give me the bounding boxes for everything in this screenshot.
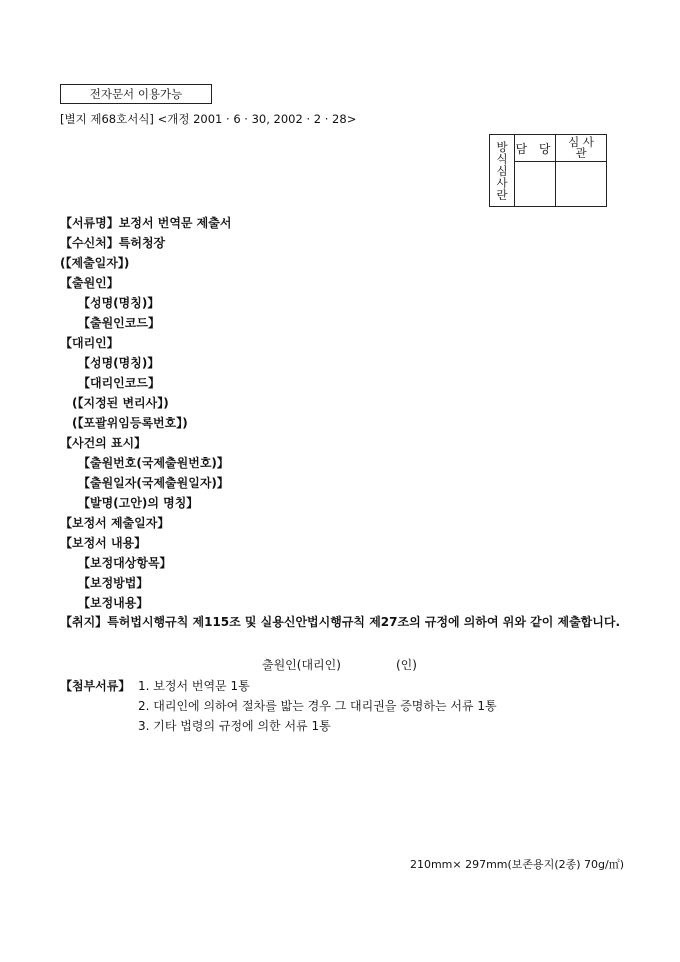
- review-box: [489, 134, 607, 207]
- review-side-char: 란: [496, 187, 508, 202]
- field-applicant: 【출원인】: [60, 276, 119, 290]
- field-application-date: 【출원일자(국제출원일자)】: [78, 476, 229, 490]
- electronic-document-label: 전자문서 이용가능: [60, 84, 212, 104]
- field-agent-code: 【대리인코드】: [78, 376, 160, 390]
- field-case-indication: 【사건의 표시】: [60, 436, 147, 450]
- field-designated-attorney: (【지정된 변리사】): [72, 396, 169, 410]
- review-cell-examiner[interactable]: [556, 162, 607, 207]
- form-number: [별지 제68호서식] <개정 2001 · 6 · 30, 2002 · 2 · 28>: [60, 112, 357, 126]
- field-amendment-content: 【보정서 내용】: [60, 536, 147, 550]
- field-submit-date: (【제출일자】): [60, 256, 130, 270]
- review-cell-in-charge[interactable]: [515, 162, 556, 207]
- field-amendment-body: 【보정내용】: [78, 596, 149, 610]
- review-side-label: [490, 135, 515, 207]
- paper-spec: 210mm× 297mm(보존용지(2종) 70g/㎡): [409, 858, 624, 871]
- field-applicant-name: 【성명(명칭)】: [78, 296, 160, 310]
- purpose-statement: 【취지】특허법시행규칙 제115조 및 실용신안법시행규칙 제27조의 규정에 의하여 위와 같이 제출합니다.: [60, 615, 620, 629]
- review-col-examiner: [556, 135, 607, 162]
- field-recipient: 【수신처】특허청장: [60, 236, 166, 250]
- review-col-examiner-line1: 심 사: [568, 135, 594, 149]
- review-side-char: 방: [496, 139, 508, 154]
- review-side-char: 사: [496, 175, 508, 190]
- field-application-number: 【출원번호(국제출원번호)】: [78, 456, 229, 470]
- field-amendment-date: 【보정서 제출일자】: [60, 516, 170, 530]
- field-invention-title: 【발명(고안)의 명칭】: [78, 496, 199, 510]
- field-amendment-method: 【보정방법】: [78, 576, 149, 590]
- signature-applicant-agent: 출원인(대리인): [262, 658, 341, 672]
- field-general-power-no: (【포괄위임등록번호】): [72, 416, 188, 430]
- field-applicant-code: 【출원인코드】: [78, 316, 160, 330]
- signature-seal: (인): [396, 658, 417, 672]
- attachment-item: 1. 보정서 번역문 1통: [138, 679, 250, 693]
- attachment-item: 2. 대리인에 의하여 절차를 밟는 경우 그 대리권을 증명하는 서류 1통: [138, 699, 497, 713]
- review-col-in-charge: 담 당: [515, 135, 556, 162]
- attachment-item: 3. 기타 법령의 규정에 의한 서류 1통: [138, 719, 331, 733]
- field-agent: 【대리인】: [60, 336, 119, 350]
- attachments-label: 【첨부서류】: [60, 679, 131, 693]
- field-agent-name: 【성명(명칭)】: [78, 356, 160, 370]
- review-side-char: 식: [496, 151, 508, 166]
- field-doc-name: 【서류명】보정서 번역문 제출서: [60, 216, 232, 230]
- field-amendment-target: 【보정대상항목】: [78, 556, 172, 570]
- review-side-char: 심: [496, 163, 508, 178]
- review-col-examiner-line2: 관: [575, 146, 587, 160]
